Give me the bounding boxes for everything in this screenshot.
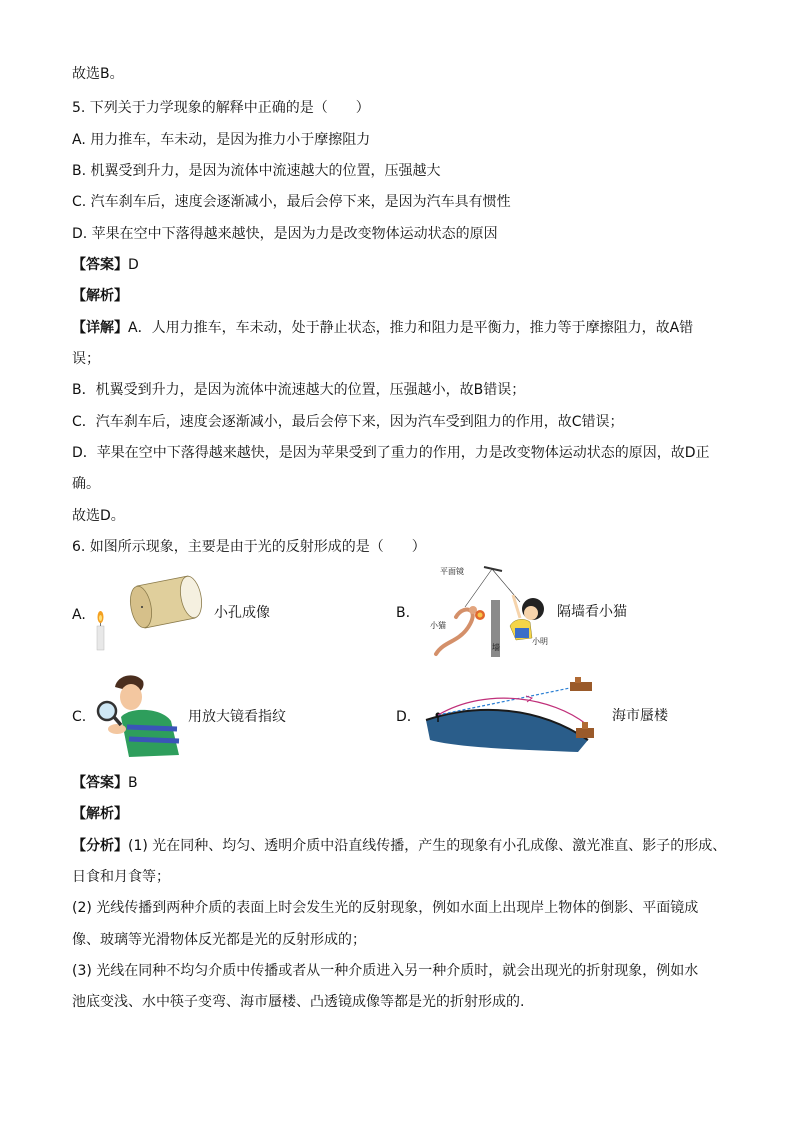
sun-icon bbox=[475, 610, 485, 620]
analysis-text: (1) 光在同种、均匀、透明介质中沿直线传播，产生的现象有小孔成像、激光准直、影子的形成、 bbox=[128, 838, 727, 854]
text-line: 故选D。 bbox=[72, 508, 125, 524]
answer-tag: 【答案】 bbox=[72, 257, 128, 273]
mirage-image-icon bbox=[570, 677, 592, 691]
q5-option-a: A. 用力推车，车未动，是因为推力小于摩擦阻力 bbox=[72, 132, 371, 148]
building-icon bbox=[576, 722, 594, 738]
q6-option-d-caption: 海市蜃楼 bbox=[612, 708, 668, 724]
q6-option-d-letter: D. bbox=[396, 709, 412, 725]
q6-option-b-letter: B. bbox=[396, 605, 411, 621]
candle-icon bbox=[97, 611, 104, 650]
pinhole-camera-figure bbox=[90, 566, 210, 654]
detail-5-line-2: B．机翼受到升力，是因为流体中流速越大的位置，压强越小，故B错误； bbox=[72, 382, 526, 398]
analysis-6-line-3: (3) 光线在同种不均匀介质中传播或者从一种介质进入另一种介质时，就会出现光的折射现象，例如水 bbox=[72, 963, 699, 979]
analysis-tag: 【分析】 bbox=[72, 838, 128, 854]
label-wall: 墙 bbox=[492, 643, 500, 652]
detail-tag: 【详解】 bbox=[72, 320, 128, 336]
analysis-tag-5: 【解析】 bbox=[72, 288, 128, 304]
detail-5-line-3: C．汽车刹车后，速度会逐渐减小，最后会停下来，因为汽车受到阻力的作用，故C错误； bbox=[72, 414, 624, 430]
analysis-tag-6: 【解析】 bbox=[72, 806, 128, 822]
q6-option-c-letter: C. bbox=[72, 709, 87, 725]
magnifying-glass-icon bbox=[98, 702, 121, 725]
detail-5-line-1b: 误； bbox=[72, 351, 100, 367]
question-6: 6. 如图所示现象，主要是由于光的反射形成的是（ ） bbox=[72, 539, 426, 555]
answer-value: D bbox=[128, 257, 139, 273]
detail-5-line-4: D．苹果在空中下落得越来越快，是因为苹果受到了重力的作用，力是改变物体运动状态的原因，故D正 bbox=[72, 445, 710, 461]
detail-5-line-1 bbox=[72, 318, 693, 338]
mirage-figure bbox=[418, 668, 608, 756]
boy-icon bbox=[510, 595, 544, 640]
q5-option-d: D. 苹果在空中下落得越来越快，是因为力是改变物体运动状态的原因 bbox=[72, 226, 498, 242]
q5-option-c: C. 汽车刹车后，速度会逐渐减小，最后会停下来，是因为汽车具有惯性 bbox=[72, 194, 511, 210]
analysis-6-line-1 bbox=[72, 836, 726, 856]
detail-text: A．人用力推车，车未动，处于静止状态，推力和阻力是平衡力，推力等于摩擦阻力，故A错 bbox=[128, 320, 694, 336]
wall-mirror-figure bbox=[420, 562, 555, 662]
analysis-6-line-2b: 像、玻璃等光滑物体反光都是光的反射形成的； bbox=[72, 932, 366, 948]
q6-option-a-letter: A. bbox=[72, 607, 86, 623]
question-5: 5. 下列关于力学现象的解释中正确的是（ ） bbox=[72, 100, 370, 116]
q6-option-c-caption: 用放大镜看指纹 bbox=[188, 709, 286, 725]
detail-5-line-4b: 确。 bbox=[72, 476, 100, 492]
label-boy: 小明 bbox=[532, 637, 548, 646]
q6-option-b-caption: 隔墙看小猫 bbox=[557, 604, 627, 620]
magnifier-figure bbox=[93, 667, 189, 761]
analysis-6-line-1b: 日食和月食等； bbox=[72, 869, 170, 885]
label-mirror: 平面镜 bbox=[440, 567, 464, 576]
q6-option-a-caption: 小孔成像 bbox=[214, 605, 270, 621]
person-icon bbox=[108, 675, 179, 757]
cylinder-icon bbox=[127, 574, 205, 629]
sea-icon bbox=[426, 710, 588, 752]
answer-tag: 【答案】 bbox=[72, 775, 128, 791]
analysis-6-line-3b: 池底变浅、水中筷子变弯、海市蜃楼、凸透镜成像等都是光的折射形成的. bbox=[72, 994, 525, 1010]
text-line: 故选B。 bbox=[72, 66, 124, 82]
q5-option-b: B. 机翼受到升力，是因为流体中流速越大的位置，压强越大 bbox=[72, 163, 441, 179]
analysis-6-line-2: (2) 光线传播到两种介质的表面上时会发生光的反射现象，例如水面上出现岸上物体的倒影、平面镜成 bbox=[72, 900, 699, 916]
answer-5 bbox=[72, 255, 139, 275]
label-cat: 小猫 bbox=[430, 621, 446, 630]
answer-value: B bbox=[128, 775, 138, 791]
answer-6 bbox=[72, 773, 138, 793]
